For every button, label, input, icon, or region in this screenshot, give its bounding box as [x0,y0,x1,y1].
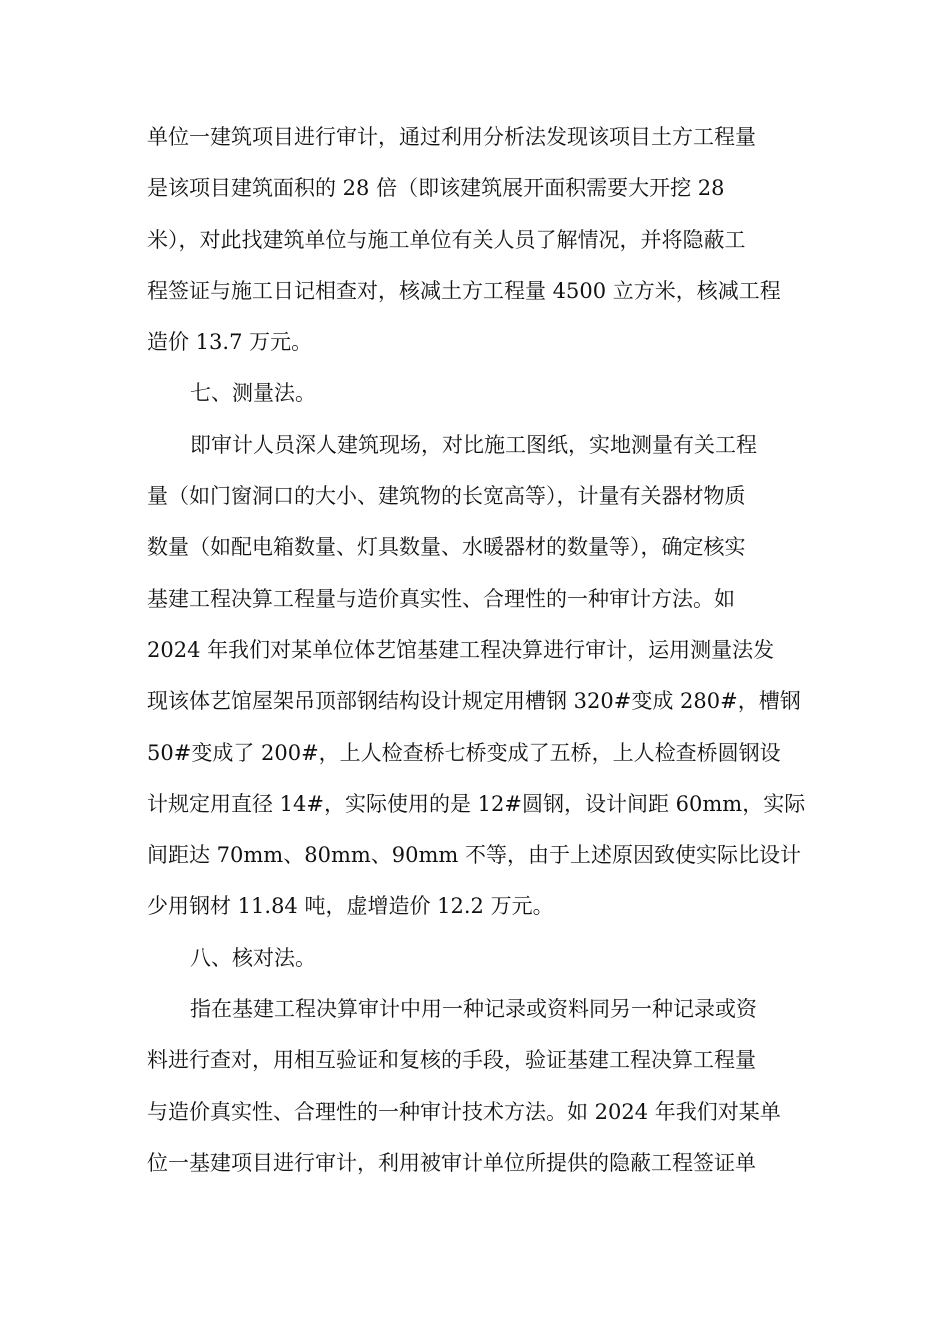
text-line: 是该项目建筑面积的 28 倍（即该建筑展开面积需要大开挖 28 [147,176,725,201]
text-line: 位一基建项目进行审计，利用被审计单位所提供的隐蔽工程签证单 [147,1150,756,1175]
section-heading-measurement: 七、测量法。 [190,381,316,406]
text-line: 50#变成了 200#，上人检查桥七桥变成了五桥，上人检查桥圆钢设 [147,740,781,765]
text-line: 单位一建筑项目进行审计，通过利用分析法发现该项目土方工程量 [147,125,756,149]
text-line: 基建工程决算工程量与造价真实性、合理性的一种审计方法。如 [147,586,735,611]
text-line: 数量（如配电箱数量、灯具数量、水暖器材的数量等），确定核实 [147,535,746,560]
text-line: 量（如门窗洞口的大小、建筑物的长宽高等），计量有关器材物质 [147,484,746,509]
section-heading-verification: 八、核对法。 [190,945,316,970]
text-line: 料进行查对，用相互验证和复核的手段，验证基建工程决算工程量 [147,1048,756,1073]
document-body [147,112,807,1189]
text-line: 造价 13.7 万元。 [147,330,313,355]
text-line: 米），对此找建筑单位与施工单位有关人员了解情况，并将隐蔽工 [147,227,746,252]
text-line: 即审计人员深人建筑现场，对比施工图纸，实地测量有关工程 [190,432,757,457]
text-line: 计规定用直径 14#，实际使用的是 12#圆钢，设计间距 60mm，实际 [147,791,806,816]
text-line: 与造价真实性、合理性的一种审计技术方法。如 2024 年我们对某单 [147,1099,781,1124]
text-line: 少用钢材 11.84 吨，虚增造价 12.2 万元。 [147,894,554,919]
text-line: 间距达 70mm、80mm、90mm 不等，由于上述原因致使实际比设计 [147,843,801,868]
text-line: 2024 年我们对某单位体艺馆基建工程决算进行审计，运用测量法发 [147,637,775,662]
text-line: 现该体艺馆屋架吊顶部钢结构设计规定用槽钢 320#变成 280#，槽钢 [147,689,801,714]
text-line: 指在基建工程决算审计中用一种记录或资料同另一种记录或资 [190,997,757,1022]
text-line: 程签证与施工日记相查对，核减土方工程量 4500 立方米，核减工程 [147,278,781,303]
